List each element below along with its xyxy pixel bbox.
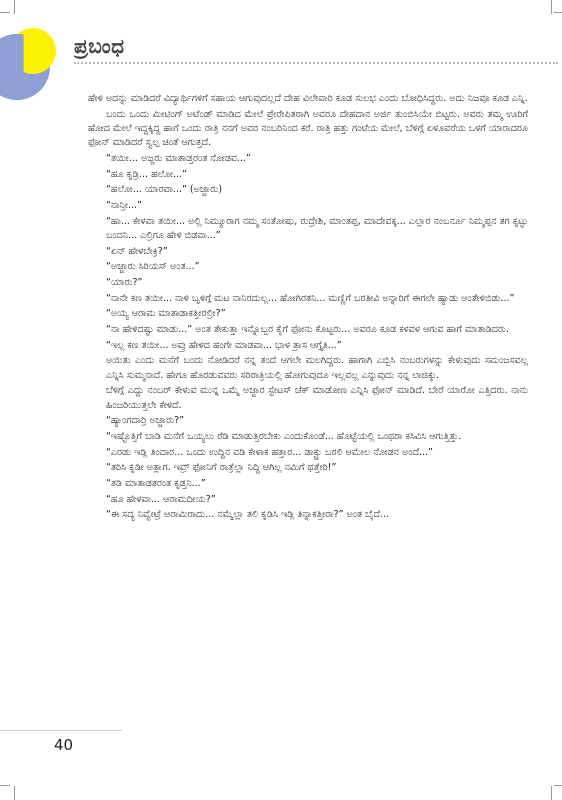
article-paragraph: ಬಂದು ಒಂದು ಮೀಟಿಂಗ್ ಅಟೆಂಡ್ ಮಾಡಿದ ಮೇಲೆ ಪ್ರೇರೇಪಿತರಾಗಿ ಅವರೂ ದೇಹದಾನ ಅರ್ಜಿ ತುಂಬಿಸಿಯೇ ಬಿಟ್ಟರು. ಅವರು ತಮ್ಮ ಊರಿಗೆ ಹೋದ ಮೇಲೆ ಇದ್ದಕ್ಕಿದ್ದ ಹಾಗೆ ಒಂದು ರಾತ್ರಿ ನನಗೆ ಅವರ ನಂಬರಿನಿಂದ ಕರೆ. ರಾತ್ರಿ ಹತ್ತು ಗಂಟೆಯ ಮೇಲೆ, ಬೆಳಿಗ್ಗೆ ಏಳೂವರೆಯ ಒಳಗೆ ಯಾರಾದರೂ ಫೋನ್ ಮಾಡಿದರೆ ಸ್ವಲ್ಪ ಚಿಂತೆ ಆಗುತ್ತದೆ. xyxy=(88,108,528,149)
header-dotted-rule xyxy=(74,62,558,64)
page-number: 40 xyxy=(54,736,74,754)
article-paragraph: “ಹಲೋ... ಯಾರವಾ...” (ಅಜ್ಜಾರು) xyxy=(106,184,223,196)
article-paragraph: “ಹೂ ಹೇಳವಾ... ಆರಾಮದೀಯ?” xyxy=(106,493,216,505)
crop-mark xyxy=(0,12,10,13)
section-title: ಪ್ರಬಂಧ xyxy=(74,34,125,58)
article-paragraph: “ತಡಿ ಮಾತಾಡತರಂತ ಕೃಡ್ತನಿ...” xyxy=(106,478,206,490)
article-paragraph: “ತರಿಸಿ ಕೃಡೀ ಅತ್ಲಾಗ. ಇವ್ರ್ ಫೋನಿಗೆ ರಾತ್ರೆಲ್ಲಾ ನಿದ್ದಿ ಆಗಿಲ್ಲ ನಮಿಗೆ ಥತ್ತೇರಿ!” xyxy=(106,462,337,474)
crop-mark xyxy=(551,786,552,800)
article-paragraph: “ತಯೀ... ಅಜ್ಜರು ಮಾತಾಡ್ತರಂತ ನೋಡವ...” xyxy=(106,152,251,164)
article-paragraph: ಅಯಿತು ಎಂದು ಮನೆಗೆ ಬಂದು ನೋಡಿದರೆ ನನ್ನ ತಂದೆ ಆಗಲೇ ಮಲಗಿದ್ದರು. ಹಾಗಾಗಿ ಎಬ್ಬಿಸಿ ನಂಬರುಗಳನ್ನು ಕೇಳುವುದು ಸಮಂಜಸವಲ್ಲ ಎನ್ನಿಸಿ ಸುಮ್ಮನಾದೆ. ಹೇಗೂ ಹೊರಡುವವರು ಸರಿರಾತ್ರಿಯಲ್ಲಿ ಹೋಗುವುದೂ ಇಲ್ಲವಲ್ಲ ಎನ್ನುವುದು ನನ್ನ ಲಾಜಿಕ್ಕು. xyxy=(106,355,528,381)
article-paragraph: “ಇಷ್ಟೊತ್ತಿಗೆ ಬಾಡಿ ಮನೆಗೆ ಒಯ್ಯಲು ರೆಡಿ ಮಾಡುತ್ತಿರಬೇಕು ಎಂದುಕೊಂಡೆ... ಹೊಟ್ಟೆಯಲ್ಲಿ ಒಂಥರಾ ಕಸಿವಿಸಿ ಆಗುತ್ತಿತ್ತು. xyxy=(106,430,462,442)
footer-rule xyxy=(0,730,122,731)
article-paragraph: “ಈ ಸದ್ಯ ನಿವ್ವೇಟ್ರೆ ಆರಾಮಿರಾದು... ನಮ್ಮೆಲ್ಲಾ ತಲಿ ಕೃಡಿಸಿ ಇಡ್ಲಿ ತಿನ್ನಾಕತ್ತೀರಾ?” ಅಂತ ಬೈದೆ... xyxy=(106,509,390,521)
article-paragraph: “ಯಾರು?” xyxy=(106,276,143,288)
article-paragraph: “ಅಜ್ಜಾರು ಸಿರಿಯಸ್ ಅಂತ...” xyxy=(106,261,200,273)
article-paragraph: “ಅಯ್ಯ ಆರಾಮ ಮಾತಾಡಾಕತ್ತೀರಲ್ರೀ?” xyxy=(106,308,226,320)
article-paragraph: “ಎರಡು ಇಡ್ಲಿ ತಿಂದಾರ... ಒಂದು ಉದ್ದಿನ ವಡಿ ಕೇಳಾಕ ಹತ್ತಾರ... ಡಾಕ್ಟ್ರು ಬರಲಿ ಆಮೇಲ ನೋಡನ ಅಂದೆ...” xyxy=(106,446,433,458)
crop-mark xyxy=(14,786,15,800)
article-paragraph: ಬೆಳಿಗ್ಗೆ ಎದ್ದು ನಂಬರ್ ಕೇಳುವ ಮುನ್ನ ಒಮ್ಮೆ ಅಜ್ಜಾರ ಸ್ಟೇಟಸ್ ಚೆಕ್ ಮಾಡೋಣ ಎನ್ನಿಸಿ ಫೋನ್ ಮಾಡಿದೆ. ಬೇರೆ ಯಾರೋ ಎತ್ತಿದರು. ನಾನು ಹಿಂಜರಿಯುತ್ತಲೇ ಕೇಳಿದೆ. xyxy=(106,385,528,411)
crop-mark xyxy=(551,0,552,14)
article-paragraph: ಹೇಳಿ ಅದನ್ನು ಮಾಡಿದರೆ ವಿದ್ಯಾರ್ಥಿಗಳಿಗೆ ಸಹಾಯ ಆಗುವುದಲ್ಲದೆ ದೇಹ ವಿಲೇವಾರಿ ಕೂಡ ಸುಲಭ ಎಂದು ಬೋಧಿಸಿದ್ದರು. ಅದು ನಿಜವೂ ಕೂಡ ಎನ್ನಿ. xyxy=(88,93,528,104)
article-paragraph: “ಹ್ಯಾಂಗದಾರ್ರಿ ಅಜ್ಜಾರು?” xyxy=(106,415,185,427)
article-paragraph: “ನಾ ಹೇಳಿದಷ್ಟು ಮಾಡು...” ಅಂತ ತೇಕುತ್ತಾ ಇನ್ನೊಬ್ಬರ ಕೈಗೆ ಫೋನು ಕೊಟ್ಟರು... ಅವರೂ ಕೂಡ ಕಳವಳ ಆಗುವ ಹಾಗೆ ಮಾತಾಡಿದರು. xyxy=(106,324,509,336)
article-paragraph: “ಇಲ್ಲ ಕಣ ತಯೀ... ಅವ್ರು ಹೇಳಿದ ಹಂಗೇ ಮಾಡವಾ... ಭಾಳ ತ್ರಾಸ ಆಗ್ತೈತಿ...” xyxy=(106,339,342,351)
crop-mark xyxy=(0,785,10,786)
crop-mark xyxy=(554,785,562,786)
article-paragraph: “ಹೂ ಕೃಡ್ರಿ... ಹಲೋ...” xyxy=(106,168,187,180)
article-paragraph: “ನಾನ್ರೀ...” xyxy=(106,199,142,211)
article-body xyxy=(88,92,528,524)
article-paragraph: “ನಾನೇ ಕಣ ತಯೀ... ನಾಳಿ ಬೃಳಿಗ್ಗೆ ಮಟ ನಾನಿರದುಲ್ಲ... ಹೋಗಿರತನಿ... ಮಣ್ಣಿಗೆ ಬರತೀವಿ ಅನ್ನಾರಿಗೆ ಈಗಲೇ ಹ್ಯಾಡು ಅಂತೇಳಿಬಿಡು...” xyxy=(106,292,515,304)
article-paragraph: “ಹಾ... ಕೇಳವಾ ತಯೀ... ಅಲ್ಲಿ ನಿಮ್ಮೂರಾಗ ನಮ್ಮ ಸಂತೋಷು, ರುದ್ರೇಶಿ, ಮಾಂತಪ್ಪ, ಮಾದೇವಕ್ಕ... ಎಲ್ಲಾರ ನಂಬರ್ನೂ ನಿಮ್ಮಪ್ಪನ ತಗ ಕೃಟ್ಟು ಬಂದನಿ... ಎಲ್ರಿಗೂ ಹೇಳಿ ಬಿಡವಾ...” xyxy=(106,215,528,241)
crop-mark xyxy=(554,12,562,13)
article-paragraph: “ಏನ್ ಹೇಳಬೇಕ್ರಿ?” xyxy=(106,245,168,257)
crop-mark xyxy=(14,0,15,14)
